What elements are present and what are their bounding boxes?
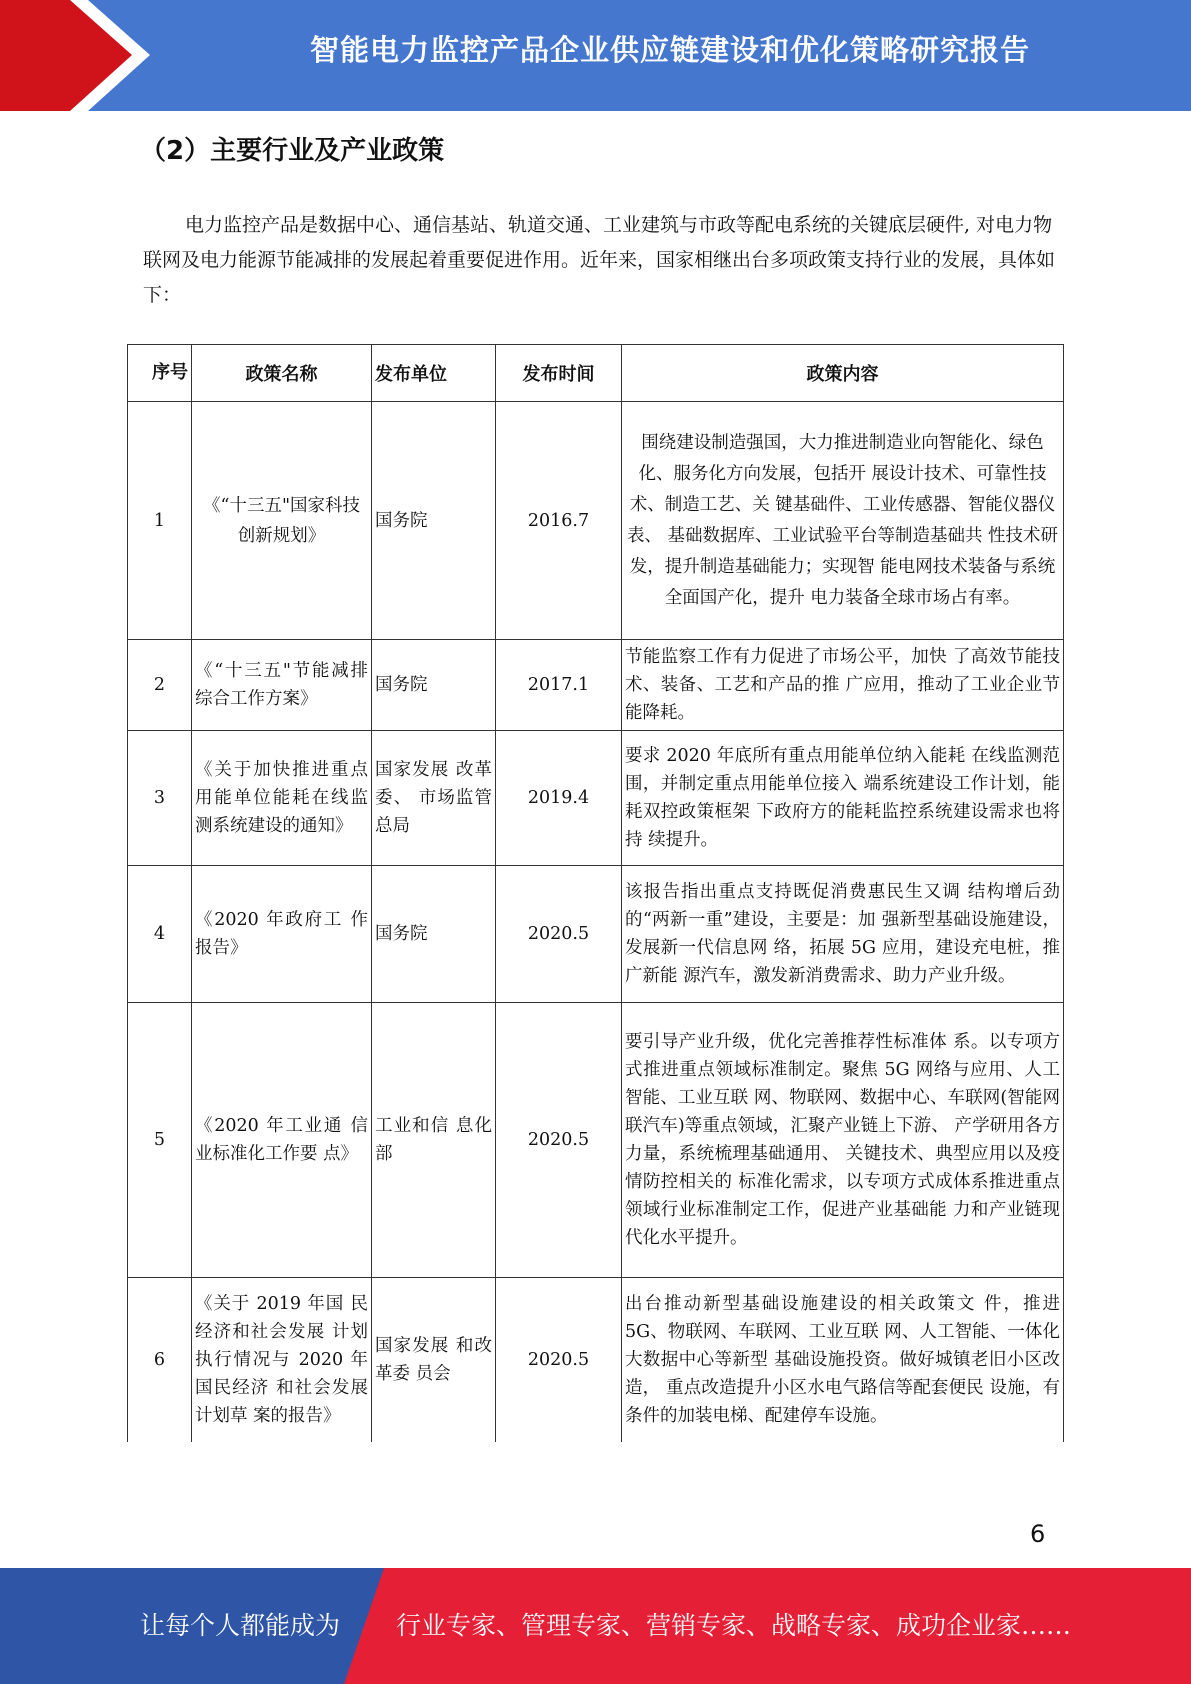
cell-name: 《“十三五"节能减排综合工作方案》 — [192, 640, 372, 731]
cell-date: 2017.1 — [496, 640, 622, 731]
table-row — [128, 1003, 1064, 1278]
cell-name: 《2020 年工业通 信业标准化工作要 点》 — [192, 1003, 372, 1278]
footer-slogan-right: 行业专家、管理专家、营销专家、战略专家、成功企业家…… — [396, 1611, 1072, 1640]
table-row — [128, 402, 1064, 640]
cell-no: 6 — [128, 1278, 192, 1443]
cell-date: 2020.5 — [496, 1278, 622, 1443]
cell-content: 要引导产业升级，优化完善推荐性标准体 系。以专项方式推进重点领域标准制定。聚焦 5G 网络与应用、人工智能、工业互联 网、物联网、数据中心、车联网(智能网 联汽车)等重点领域，汇聚产业链上下游、 产学研用各方力量，系统梳理基础通用、 关键技术、典型应用以及疫情防控相关的 标准化需求，以专项方式成体系推进重点 领域行业标准制定工作，促进产业基础能 力和产业链现代化水平提升。 — [622, 1003, 1064, 1278]
cell-issuer: 国务院 — [372, 640, 496, 731]
cell-issuer: 国家发展 和改革委 员会 — [372, 1278, 496, 1443]
cell-content: 要求 2020 年底所有重点用能单位纳入能耗 在线监测范围，并制定重点用能单位接入 端系统建设工作计划，能耗双控政策框架 下政府方的能耗监控系统建设需求也将持 续提升。 — [622, 731, 1064, 866]
table-header-row — [128, 345, 1064, 402]
header-issuer: 发布单位 — [372, 345, 496, 402]
cell-no: 3 — [128, 731, 192, 866]
cell-no: 4 — [128, 866, 192, 1003]
header-name: 政策名称 — [192, 345, 372, 402]
table-row — [128, 640, 1064, 731]
page-number: 6 — [1030, 1520, 1046, 1548]
cell-date: 2016.7 — [496, 402, 622, 640]
header-content: 政策内容 — [622, 345, 1064, 402]
header-date: 发布时间 — [496, 345, 622, 402]
cell-issuer: 国务院 — [372, 866, 496, 1003]
cell-date: 2020.5 — [496, 866, 622, 1003]
cell-issuer: 国家发展 改革委、 市场监管 总局 — [372, 731, 496, 866]
footer-slogan-left: 让每个人都能成为 — [140, 1611, 341, 1640]
cell-no: 2 — [128, 640, 192, 731]
policy-table — [127, 344, 1064, 1442]
cell-date: 2019.4 — [496, 731, 622, 866]
cell-no: 1 — [128, 402, 192, 640]
cell-content: 围绕建设制造强国，大力推进制造业向智能化、绿色化、服务化方向发展，包括开 展设计技术、可靠性技术、制造工艺、关 键基础件、工业传感器、智能仪器仪表、 基础数据库、工业试验平台等制造基础共 性技术研发，提升制造基础能力；实现智 能电网技术装备与系统全面国产化，提升 电力装备全球市场占有率。 — [622, 402, 1064, 640]
cell-name: 《关于 2019 年国 民经济和社会发展 计划执行情况与 2020 年国民经济 和社会发展计划草 案的报告》 — [192, 1278, 372, 1443]
intro-paragraph: 电力监控产品是数据中心、通信基站、轨道交通、工业建筑与市政等配电系统的关键底层硬件, 对电力物联网及电力能源节能减排的发展起着重要促进作用。近年来，国家相继出台多项政策支持行业的发展，具体如下： — [143, 214, 1056, 306]
cell-issuer: 国务院 — [372, 402, 496, 640]
section-heading: （2）主要行业及产业政策 — [140, 136, 445, 166]
cell-name: 《2020 年政府工 作报告》 — [192, 866, 372, 1003]
cell-content: 节能监察工作有力促进了市场公平，加快 了高效节能技术、装备、工艺和产品的推 广应用，推动了工业企业节能降耗。 — [622, 640, 1064, 731]
report-title: 智能电力监控产品企业供应链建设和优化策略研究报告 — [309, 33, 1030, 67]
header-no: 序号 — [128, 345, 192, 402]
footer-banner — [0, 1568, 1191, 1684]
cell-date: 2020.5 — [496, 1003, 622, 1278]
cell-no: 5 — [128, 1003, 192, 1278]
table-row — [128, 1278, 1064, 1443]
table-row — [128, 731, 1064, 866]
table-row — [128, 866, 1064, 1003]
cell-content: 该报告指出重点支持既促消费惠民生又调 结构增后劲的“两新一重”建设，主要是：加 强新型基础设施建设，发展新一代信息网 络，拓展 5G 应用，建设充电桩，推广新能 源汽车，激发新消费需求、助力产业升级。 — [622, 866, 1064, 1003]
cell-name: 《“十三五"国家科技创新规划》 — [192, 402, 372, 640]
cell-content: 出台推动新型基础设施建设的相关政策文 件，推进 5G、物联网、车联网、工业互联 网、人工智能、一体化大数据中心等新型 基础设施投资。做好城镇老旧小区改造， 重点改造提升小区水电气路信等配套便民 设施，有条件的加装电梯、配建停车设施。 — [622, 1278, 1064, 1443]
header-banner — [0, 0, 1191, 111]
cell-issuer: 工业和信 息化部 — [372, 1003, 496, 1278]
cell-name: 《关于加快推进重点用能单位能耗在线监测系统建设的通知》 — [192, 731, 372, 866]
